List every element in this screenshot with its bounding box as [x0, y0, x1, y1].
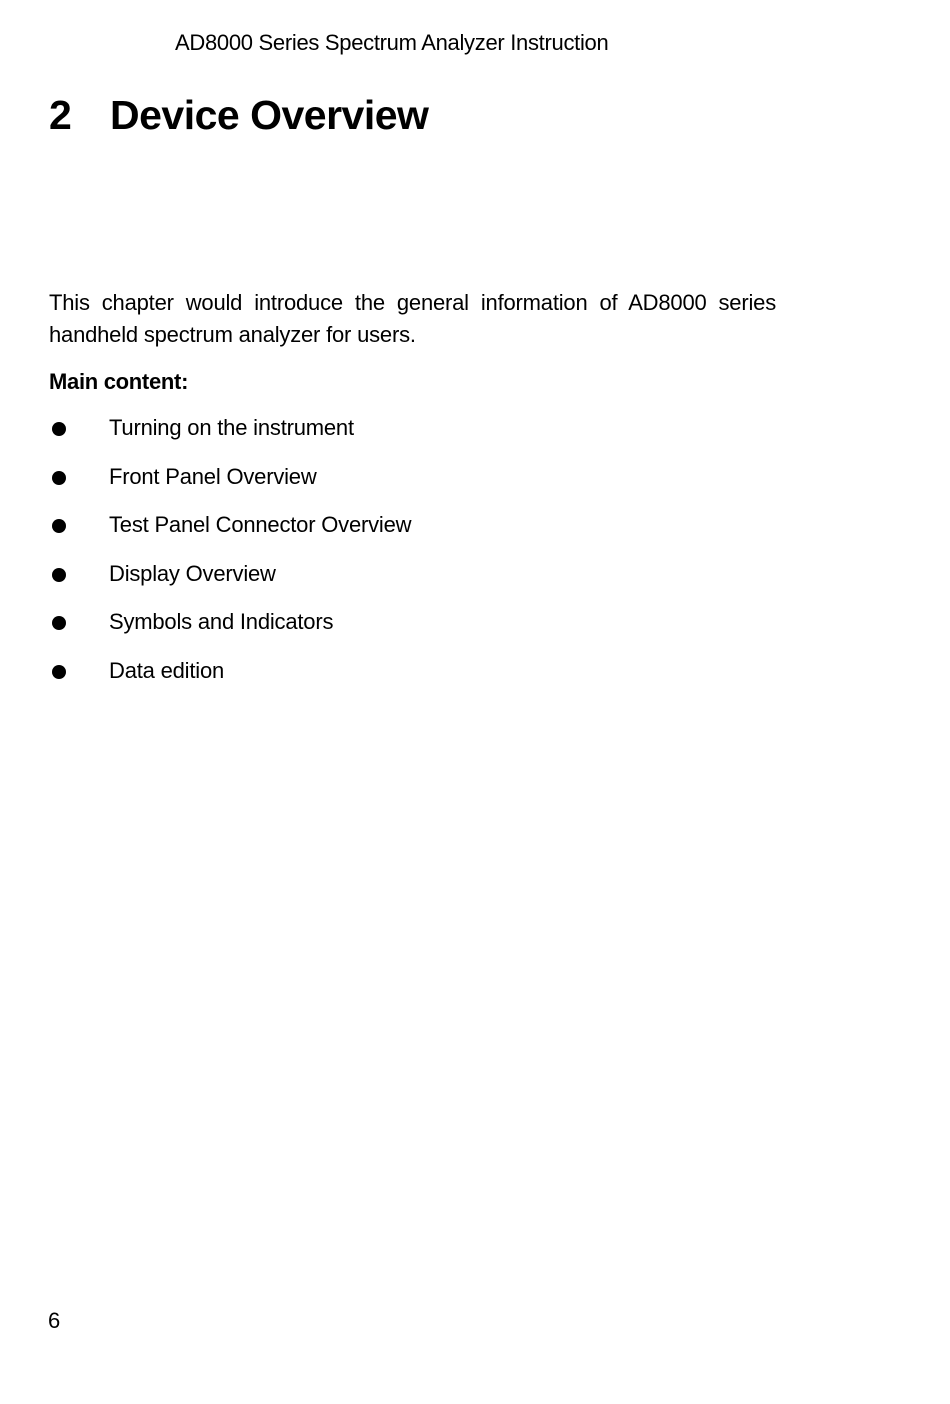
- chapter-title: Device Overview: [110, 92, 429, 138]
- list-item-text: Symbols and Indicators: [109, 609, 334, 634]
- list-item-text: Data edition: [109, 657, 225, 683]
- bullet-icon: [52, 665, 66, 679]
- list-item-text: Display Overview: [109, 560, 276, 586]
- list-item-text: Test Panel Connector Overview: [109, 512, 412, 537]
- list-item-text: Turning on the instrument: [109, 415, 354, 440]
- bullet-icon: [52, 422, 66, 436]
- bullet-icon: [52, 471, 66, 485]
- list-item-text: Front Panel Overview: [109, 463, 317, 489]
- intro-paragraph: This chapter would introduce the general information of AD8000 series handheld spectrum analyzer for users.: [49, 290, 776, 347]
- main-content-label: Main content:: [49, 369, 189, 394]
- bullet-icon: [52, 616, 66, 630]
- page-number: 6: [48, 1308, 61, 1333]
- chapter-number: 2: [49, 92, 72, 138]
- bullet-icon: [52, 568, 66, 582]
- running-header: AD8000 Series Spectrum Analyzer Instruction: [175, 30, 609, 55]
- bullet-icon: [52, 519, 66, 533]
- chapter-heading: [49, 92, 428, 139]
